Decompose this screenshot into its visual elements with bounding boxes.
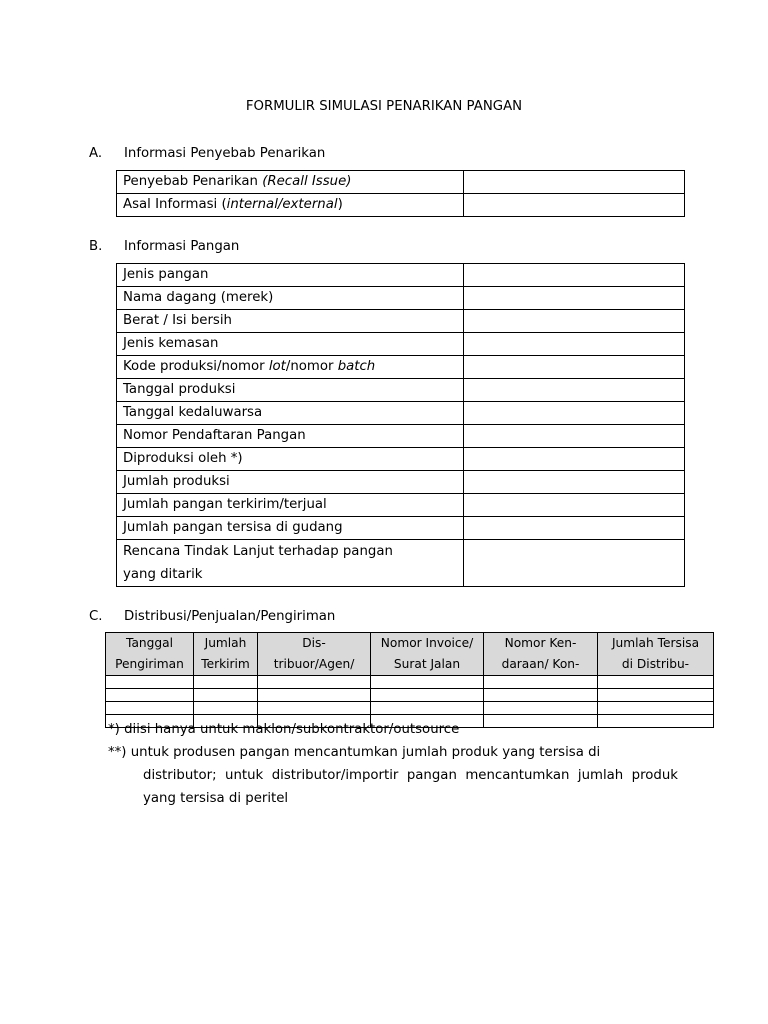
table-cell[interactable] <box>106 689 194 702</box>
row-label: Jenis pangan <box>117 264 464 287</box>
table-cell[interactable] <box>371 689 484 702</box>
row-label: Jenis kemasan <box>117 333 464 356</box>
table-row <box>117 448 685 471</box>
table-row <box>117 540 685 587</box>
table-cell[interactable] <box>598 702 714 715</box>
table-row <box>117 333 685 356</box>
row-value-field[interactable] <box>464 402 685 425</box>
row-label: Diproduksi oleh *) <box>117 448 464 471</box>
table-cell[interactable] <box>484 689 598 702</box>
table-row <box>117 264 685 287</box>
table-row <box>117 425 685 448</box>
table-cell[interactable] <box>106 702 194 715</box>
row-value-field[interactable] <box>464 264 685 287</box>
table-row <box>117 310 685 333</box>
section-c-heading: Distribusi/Penjualan/Pengiriman <box>124 609 336 624</box>
table-cell[interactable] <box>484 715 598 728</box>
col-header-remaining-at-distributor: Jumlah Tersisa di Distribu- <box>598 633 714 676</box>
row-label: Jumlah pangan terkirim/terjual <box>117 494 464 517</box>
follow-up-plan-label: Rencana Tindak Lanjut terhadap pangan yang ditarik <box>117 540 464 587</box>
table-row <box>106 702 714 715</box>
info-source-label: Asal Informasi (internal/external) <box>117 194 464 217</box>
production-code-label: Kode produksi/nomor lot/nomor batch <box>117 356 464 379</box>
table-cell[interactable] <box>371 702 484 715</box>
table-cell[interactable] <box>371 676 484 689</box>
row-value-field[interactable] <box>464 310 685 333</box>
table-cell[interactable] <box>194 676 258 689</box>
row-value-field[interactable] <box>464 356 685 379</box>
table-row <box>117 171 685 194</box>
footnote-1: *) diisi hanya untuk maklon/subkontraktor/outsource <box>108 722 460 737</box>
col-header-shipping-date: Tanggal Pengiriman <box>106 633 194 676</box>
row-value-field[interactable] <box>464 425 685 448</box>
row-value-field[interactable] <box>464 517 685 540</box>
table-row <box>106 689 714 702</box>
footnote-2-continuation: distributor; untuk distributor/importir pangan mencantumkan jumlah produk yang tersisa di peritel <box>143 768 678 806</box>
info-source-field[interactable] <box>464 194 685 217</box>
footnote-2-first-line: **) untuk produsen pangan mencantumkan jumlah produk yang tersisa di <box>108 745 601 760</box>
recall-issue-field[interactable] <box>464 171 685 194</box>
recall-info-table <box>116 170 685 217</box>
table-cell[interactable] <box>106 676 194 689</box>
table-cell[interactable] <box>258 676 371 689</box>
follow-up-plan-field[interactable] <box>464 540 685 587</box>
table-cell[interactable] <box>194 689 258 702</box>
row-value-field[interactable] <box>464 379 685 402</box>
row-label: Nama dagang (merek) <box>117 287 464 310</box>
col-header-vehicle-number: Nomor Ken- daraan/ Kon- <box>484 633 598 676</box>
table-row <box>117 356 685 379</box>
section-b-letter: B. <box>89 239 103 254</box>
table-row <box>117 517 685 540</box>
row-label: Tanggal kedaluwarsa <box>117 402 464 425</box>
page-title: FORMULIR SIMULASI PENARIKAN PANGAN <box>245 99 523 114</box>
table-row <box>117 494 685 517</box>
section-a-heading: Informasi Penyebab Penarikan <box>124 146 326 161</box>
section-b-heading: Informasi Pangan <box>124 239 240 254</box>
table-row <box>117 402 685 425</box>
row-value-field[interactable] <box>464 471 685 494</box>
table-row <box>117 379 685 402</box>
row-value-field[interactable] <box>464 287 685 310</box>
col-header-quantity-sent: Jumlah Terkirim <box>194 633 258 676</box>
table-row <box>106 676 714 689</box>
table-header-row <box>106 633 714 676</box>
row-label: Tanggal produksi <box>117 379 464 402</box>
row-label: Nomor Pendaftaran Pangan <box>117 425 464 448</box>
col-header-distributor: Dis- tribuor/Agen/ <box>258 633 371 676</box>
recall-issue-label: Penyebab Penarikan (Recall Issue) <box>117 171 464 194</box>
row-label: Jumlah produksi <box>117 471 464 494</box>
table-row <box>117 194 685 217</box>
col-header-invoice-number: Nomor Invoice/ Surat Jalan <box>371 633 484 676</box>
table-cell[interactable] <box>258 702 371 715</box>
table-cell[interactable] <box>484 676 598 689</box>
table-cell[interactable] <box>484 702 598 715</box>
row-label: Jumlah pangan tersisa di gudang <box>117 517 464 540</box>
table-row <box>117 471 685 494</box>
table-cell[interactable] <box>598 715 714 728</box>
table-cell[interactable] <box>258 689 371 702</box>
section-a-letter: A. <box>89 146 103 161</box>
row-value-field[interactable] <box>464 333 685 356</box>
table-cell[interactable] <box>598 689 714 702</box>
row-label: Berat / Isi bersih <box>117 310 464 333</box>
food-info-table <box>116 263 685 587</box>
row-value-field[interactable] <box>464 494 685 517</box>
distribution-table <box>105 632 714 728</box>
table-row <box>117 287 685 310</box>
table-cell[interactable] <box>194 702 258 715</box>
table-cell[interactable] <box>598 676 714 689</box>
section-c-letter: C. <box>89 609 103 624</box>
row-value-field[interactable] <box>464 448 685 471</box>
